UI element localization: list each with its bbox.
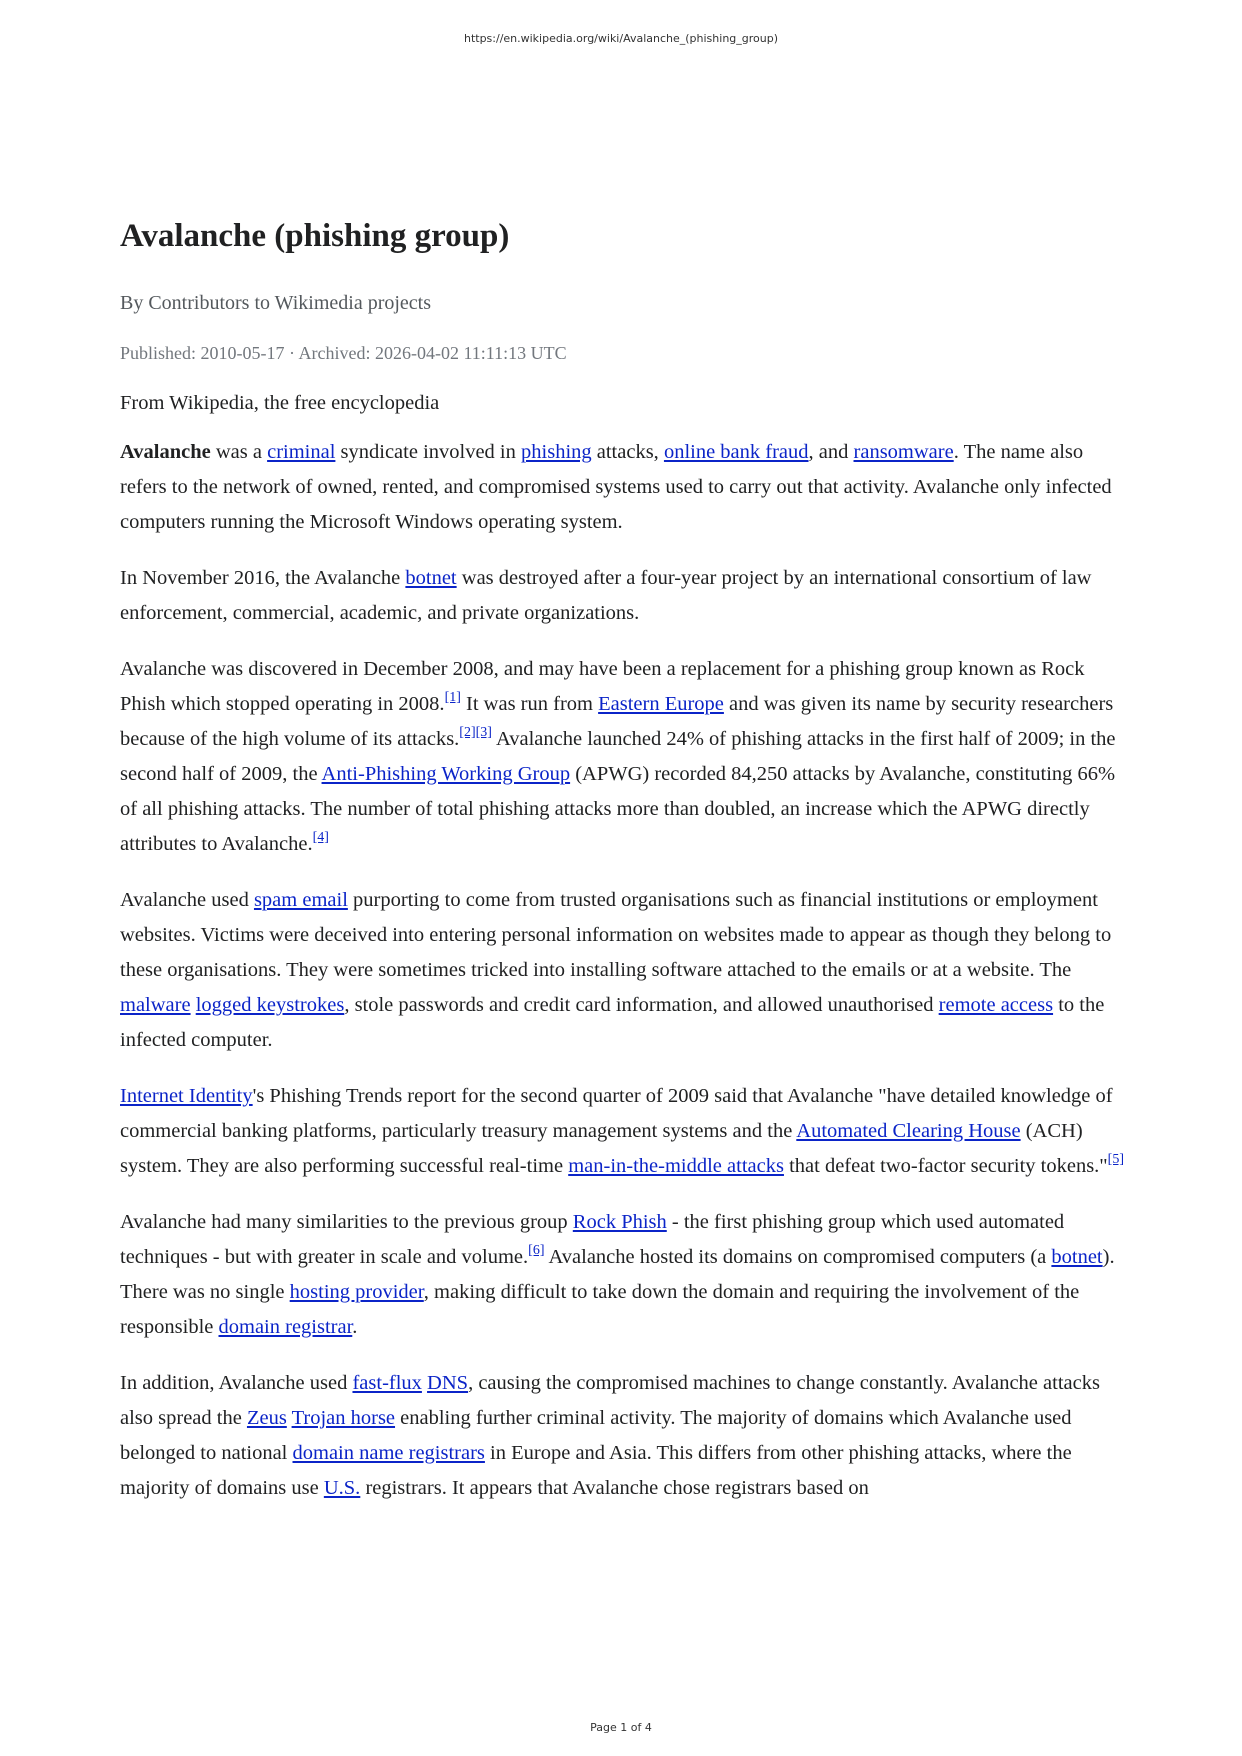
paragraph-4 (120, 883, 1130, 1058)
text: , causing the compromised machines to change constantly. Avalanche attacks also spread the (120, 1372, 1100, 1429)
reference-3[interactable] (476, 725, 492, 740)
link-dns[interactable]: DNS (427, 1372, 469, 1394)
text: Avalanche hosted its domains on compromised computers (a (544, 1246, 1052, 1268)
text: to the infected computer. (120, 994, 1105, 1051)
link-spam-email[interactable]: spam email (253, 889, 348, 911)
page-number: Page 1 of 4 (590, 1721, 652, 1734)
text: enabling further criminal activity. The majority of domains which Avalanche used belonged to national (120, 1407, 1072, 1464)
link-apwg[interactable]: Anti-Phishing Working Group (321, 763, 571, 785)
link-remote-access[interactable]: remote access (938, 994, 1054, 1016)
text: that defeat two-factor security tokens." (783, 1155, 1108, 1177)
reference-4[interactable] (313, 830, 329, 845)
article-content (120, 212, 1130, 1527)
link-hosting-provider[interactable]: hosting provider (289, 1281, 424, 1303)
link-logged-keystrokes[interactable]: logged keystrokes (195, 994, 345, 1016)
link-malware[interactable]: malware (120, 994, 191, 1016)
paragraph-3 (120, 652, 1130, 862)
text: registrars. It appears that Avalanche chose registrars based on (360, 1477, 869, 1499)
text: was destroyed after a four-year project by an international consortium of law enforcement, commercial, academic, and private organizations. (120, 567, 1092, 624)
text: was a (210, 441, 268, 463)
reference-link[interactable]: [5] (1107, 1152, 1124, 1167)
text: purporting to come from trusted organisations such as financial institutions or employment websites. Victims were deceived into entering personal information on websites made to appear as though they belong to these organisations. They were sometimes tricked into installing software attached to the emails or at a website. The (120, 889, 1112, 981)
paragraph-2 (120, 561, 1130, 631)
text: Avalanche was discovered in December 2008, and may have been a replacement for a phishing group known as Rock Phish which stopped operating in 2008. (120, 658, 1085, 715)
link-automated-clearing-house[interactable]: Automated Clearing House (796, 1120, 1021, 1142)
link-eastern-europe[interactable]: Eastern Europe (598, 693, 724, 715)
link-man-in-the-middle[interactable]: man-in-the-middle attacks (568, 1155, 784, 1177)
link-botnet[interactable]: botnet (405, 567, 457, 589)
link-online-bank-fraud[interactable]: online bank fraud (663, 441, 809, 463)
text: , stole passwords and credit card information, and allowed unauthorised (344, 994, 939, 1016)
link-trojan-horse[interactable]: Trojan horse (291, 1407, 396, 1429)
text: . (352, 1316, 358, 1338)
reference-link[interactable]: [6] (528, 1243, 545, 1258)
reference-2[interactable] (459, 725, 475, 740)
link-ransomware[interactable]: ransomware (853, 441, 954, 463)
text: . The name also refers to the network of owned, rented, and compromised systems used to carry out that activity. Avalanche only infected computers running the Microsoft Windows operating system. (120, 441, 1112, 533)
page-url: https://en.wikipedia.org/wiki/Avalanche_(phishing_group) (463, 32, 779, 45)
paragraph-7 (120, 1366, 1130, 1506)
text: in Europe and Asia. This differs from other phishing attacks, where the majority of domains use (120, 1442, 1072, 1499)
link-domain-registrar[interactable]: domain registrar (218, 1316, 353, 1338)
reference-5[interactable] (1108, 1152, 1124, 1167)
link-botnet[interactable]: botnet (1051, 1246, 1103, 1268)
text: , and (808, 441, 854, 463)
publication-dates: Published: 2010-05-17 · Archived: 2026-04-02 11:11:13 UTC (120, 343, 567, 363)
reference-link[interactable]: [1] (444, 690, 461, 705)
link-domain-name-registrars[interactable]: domain name registrars (292, 1442, 485, 1464)
text: syndicate involved in (335, 441, 522, 463)
link-fast-flux[interactable]: fast-flux (352, 1372, 422, 1394)
text: Avalanche launched 24% of phishing attacks in the first half of 2009; in the second half of 2009, the (120, 728, 1116, 785)
bold-term: Avalanche (120, 441, 211, 463)
reference-link[interactable]: [2] (459, 725, 476, 740)
reference-link[interactable]: [4] (312, 830, 329, 845)
link-internet-identity[interactable]: Internet Identity (120, 1085, 253, 1107)
intro-tagline: From Wikipedia, the free encyclopedia (120, 392, 440, 414)
reference-6[interactable] (528, 1243, 544, 1258)
text: Avalanche used (120, 889, 254, 911)
link-phishing[interactable]: phishing (521, 441, 592, 463)
paragraph-6 (120, 1205, 1130, 1345)
byline: By Contributors to Wikimedia projects (120, 292, 432, 314)
paragraph-5 (120, 1079, 1130, 1184)
link-rock-phish[interactable]: Rock Phish (572, 1211, 667, 1233)
text: and was given its name by security researchers because of the high volume of its attacks. (120, 693, 1114, 750)
paragraph-1 (120, 435, 1130, 540)
text: (APWG) recorded 84,250 attacks by Avalanche, constituting 66% of all phishing attacks. The number of total phishing attacks more than doubled, an increase which the APWG directly attributes to Avalanche. (120, 763, 1116, 855)
page-title: Avalanche (phishing group) (120, 218, 510, 254)
text: (ACH) system. They are also performing successful real-time (120, 1120, 1083, 1177)
text: 's Phishing Trends report for the second quarter of 2009 said that Avalanche "have detailed knowledge of commercial banking platforms, particularly treasury management systems and the (120, 1085, 1113, 1142)
text: - the first phishing group which used automated techniques - but with greater in scale and volume. (120, 1211, 1065, 1268)
text: , making difficult to take down the domain and requiring the involvement of the responsible (120, 1281, 1080, 1338)
text: In November 2016, the Avalanche (120, 567, 406, 589)
link-zeus[interactable]: Zeus (246, 1407, 287, 1429)
text: It was run from (460, 693, 599, 715)
text: In addition, Avalanche used (120, 1372, 353, 1394)
text: Avalanche had many similarities to the previous group (120, 1211, 573, 1233)
link-criminal[interactable]: criminal (267, 441, 336, 463)
reference-link[interactable]: [3] (475, 725, 492, 740)
reference-1[interactable] (445, 690, 461, 705)
text: attacks, (591, 441, 664, 463)
link-us[interactable]: U.S. (323, 1477, 361, 1499)
text: ). There was no single (120, 1246, 1115, 1303)
